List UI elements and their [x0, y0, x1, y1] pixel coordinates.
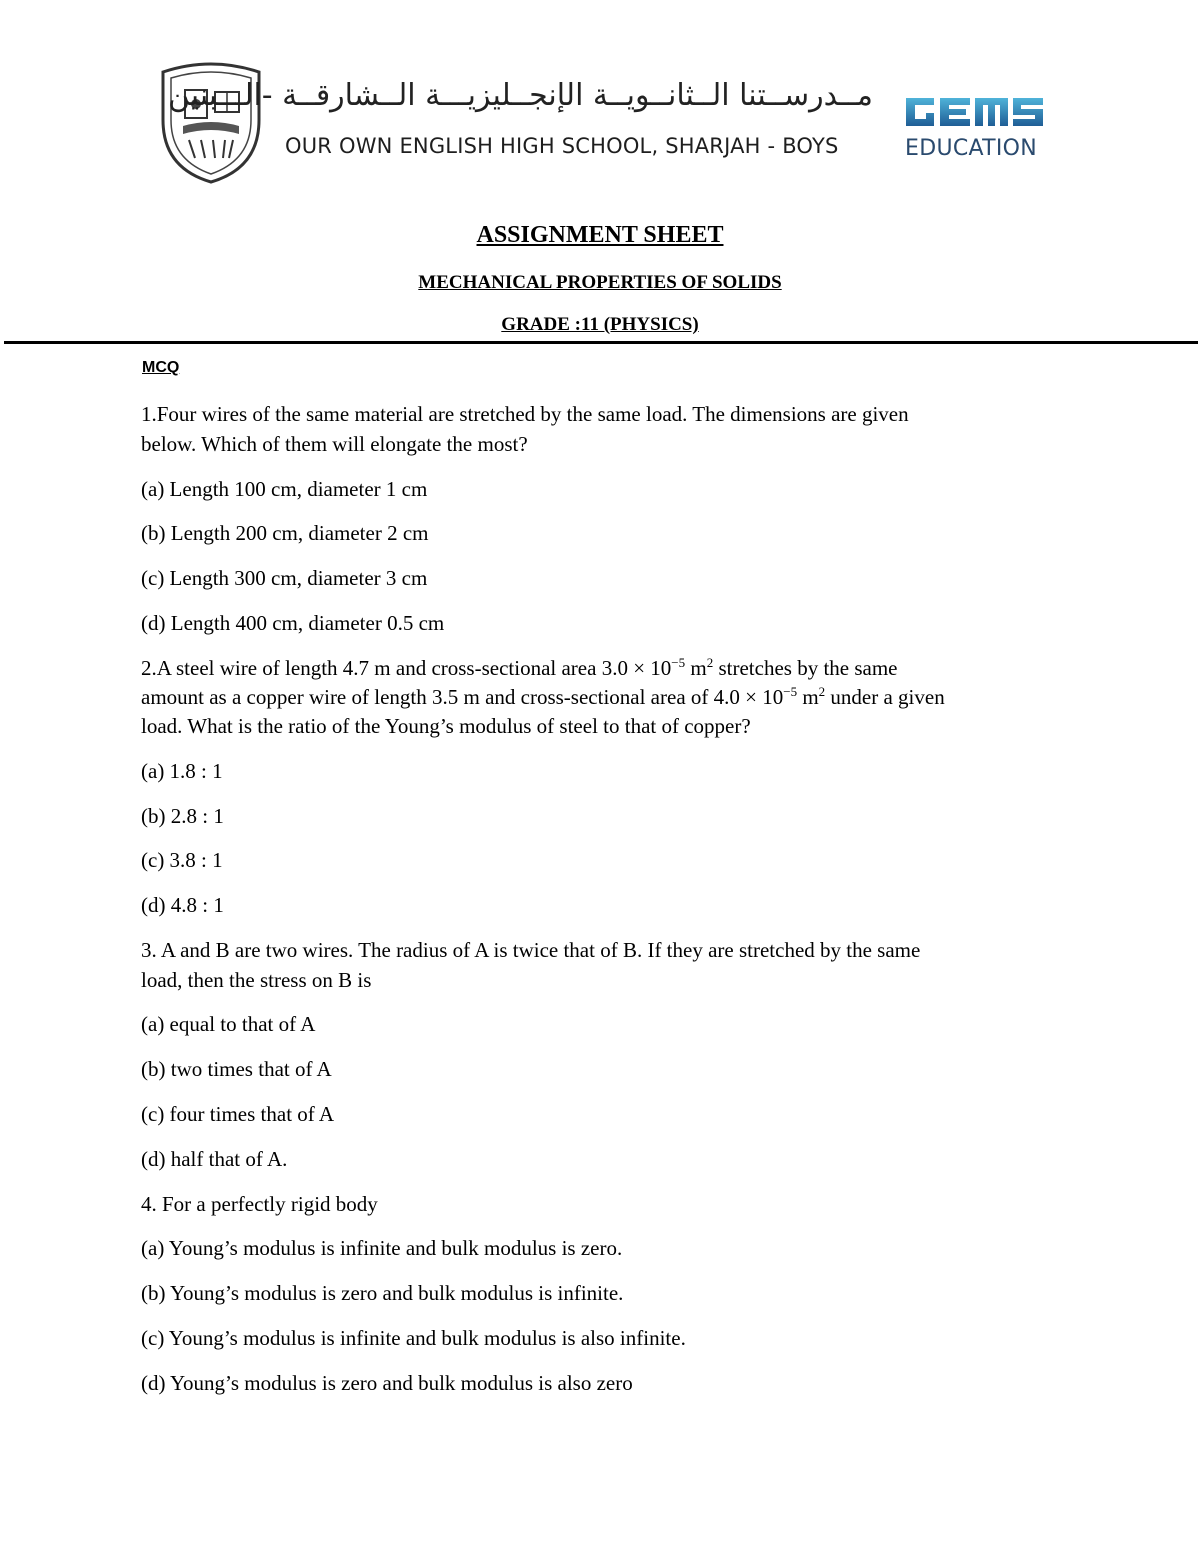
stem-text: amount as a copper wire of length 3.5 m and cross-sectional area of 4.0 × 10: [141, 685, 784, 709]
gems-logo-icon: [902, 92, 1047, 132]
question-3-option-a: (a) equal to that of A: [141, 1012, 316, 1036]
gems-education-label: EDUCATION: [905, 136, 1038, 161]
stem-text: m: [685, 656, 707, 680]
question-3-option-d: (d) half that of A.: [141, 1147, 288, 1171]
grade-label: GRADE :11 (PHYSICS): [501, 314, 699, 335]
question-4-option-c: (c) Young’s modulus is infinite and bulk modulus is also infinite.: [141, 1326, 686, 1350]
question-3-option-c: (c) four times that of A: [141, 1102, 335, 1126]
exponent: 2: [818, 684, 826, 699]
question-2-stem-line: load. What is the ratio of the Young’s modulus of steel to that of copper?: [141, 714, 751, 738]
question-1-stem-line: below. Which of them will elongate the most?: [141, 432, 528, 456]
question-2-option-a: (a) 1.8 : 1: [141, 759, 223, 783]
question-3-option-b: (b) two times that of A: [141, 1057, 332, 1081]
question-4-stem-line: 4. For a perfectly rigid body: [141, 1192, 378, 1216]
question-2-stem-line: [141, 683, 945, 712]
question-1-option-d: (d) Length 400 cm, diameter 0.5 cm: [141, 611, 445, 635]
question-4-option-b: (b) Young’s modulus is zero and bulk modulus is infinite.: [141, 1281, 624, 1305]
question-2-option-c: (c) 3.8 : 1: [141, 848, 223, 872]
question-1-option-a: (a) Length 100 cm, diameter 1 cm: [141, 477, 428, 501]
question-4-option-a: (a) Young’s modulus is infinite and bulk modulus is zero.: [141, 1236, 623, 1260]
school-name-english: OUR OWN ENGLISH HIGH SCHOOL, SHARJAH - BOYS: [285, 134, 839, 158]
stem-text: stretches by the same: [713, 656, 898, 680]
stem-text: under a given: [825, 685, 945, 709]
page-title: ASSIGNMENT SHEET: [476, 222, 724, 248]
question-2-option-b: (b) 2.8 : 1: [141, 804, 224, 828]
exponent: 2: [706, 655, 714, 670]
stem-text: 2.A steel wire of length 4.7 m and cross-sectional area 3.0 × 10: [141, 656, 672, 680]
question-2-option-d: (d) 4.8 : 1: [141, 893, 224, 917]
question-3-stem-line: 3. A and B are two wires. The radius of A is twice that of B. If they are stretched by the same: [141, 938, 921, 962]
question-1-option-b: (b) Length 200 cm, diameter 2 cm: [141, 521, 429, 545]
stem-text: m: [797, 685, 819, 709]
section-label-mcq: MCQ: [142, 359, 180, 376]
question-2-stem-line: [141, 654, 898, 683]
exponent: −5: [783, 684, 798, 699]
question-1-stem-line: 1.Four wires of the same material are stretched by the same load. The dimensions are given: [141, 402, 909, 426]
header-divider: [4, 341, 1198, 344]
question-1-option-c: (c) Length 300 cm, diameter 3 cm: [141, 566, 428, 590]
school-header-banner: [145, 58, 1050, 184]
page-subtitle: MECHANICAL PROPERTIES OF SOLIDS: [418, 272, 782, 293]
exponent: −5: [671, 655, 686, 670]
question-3-stem-line: load, then the stress on B is: [141, 968, 372, 992]
question-4-option-d: (d) Young’s modulus is zero and bulk modulus is also zero: [141, 1371, 633, 1395]
school-name-arabic: مــدرســتنا الــثانــويــة الإنجــليزيـــة الــشارقــة -الـــبنين: [167, 78, 873, 113]
